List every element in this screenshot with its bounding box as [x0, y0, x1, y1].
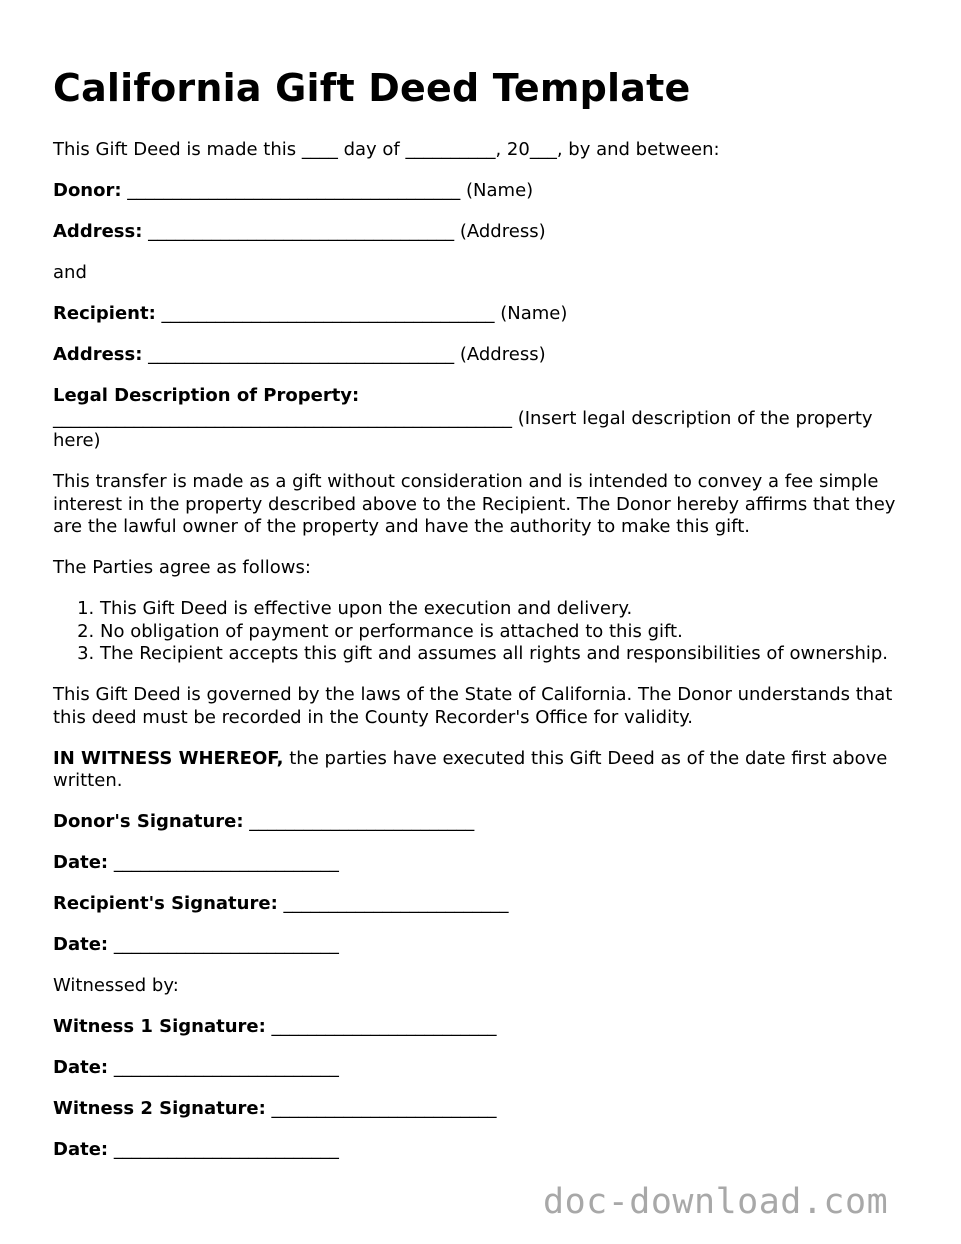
witness2-date-field [53, 1139, 913, 1162]
document-title: California Gift Deed Template [53, 66, 691, 110]
recipient-address-label: Address: [53, 344, 143, 365]
witness2-signature-label: Witness 2 Signature: [53, 1098, 266, 1119]
recipient-date-label: Date: [53, 934, 109, 955]
donor-field [53, 180, 913, 203]
donor-signature-field [53, 811, 913, 834]
list-item: 3. The Recipient accepts this gift and assumes all rights and responsibilities of ownership. [100, 643, 913, 666]
donor-signature-line: _________________________ [243, 811, 475, 832]
donor-address-field [53, 221, 913, 244]
watermark: doc-download.com [543, 1182, 889, 1222]
witness1-signature-line: _________________________ [265, 1016, 497, 1037]
witness1-date-field [53, 1057, 913, 1080]
recipient-signature-line: _________________________ [277, 893, 509, 914]
witness1-signature-label: Witness 1 Signature: [53, 1016, 266, 1037]
recipient-date-line: _________________________ [108, 934, 339, 955]
witness1-date-label: Date: [53, 1057, 109, 1078]
donor-label: Donor: [53, 180, 122, 201]
document-page [53, 62, 913, 1180]
donor-address-blank: __________________________________ (Address) [142, 221, 546, 242]
donor-date-line: _________________________ [108, 852, 339, 873]
parties-agree: The Parties agree as follows: [53, 557, 311, 578]
witness1-signature-field [53, 1016, 913, 1039]
witness2-date-line: _________________________ [108, 1139, 339, 1160]
witness2-signature-field [53, 1098, 913, 1121]
witness-whereof-label: IN WITNESS WHEREOF, [53, 747, 284, 769]
donor-blank: _____________________________________ (Name) [121, 180, 534, 201]
list-item: 2. No obligation of payment or performance is attached to this gift. [100, 621, 913, 644]
list-item: 1. This Gift Deed is effective upon the execution and delivery. [100, 598, 913, 621]
donor-address-label: Address: [53, 221, 143, 242]
witness2-date-label: Date: [53, 1139, 109, 1160]
witness-whereof-text: the parties have executed this Gift Deed as of the date first above written. [53, 747, 888, 791]
witness1-date-line: _________________________ [108, 1057, 339, 1078]
legal-description-field [53, 385, 913, 453]
governing-law-paragraph: This Gift Deed is governed by the laws of the State of California. The Donor understands that this deed must be recorded in the County Recorder's Office for validity. [53, 684, 893, 728]
intro-line: This Gift Deed is made this ____ day of __________, 20___, by and between: [53, 139, 720, 160]
witness-whereof-paragraph [53, 748, 913, 793]
donor-date-label: Date: [53, 852, 109, 873]
transfer-paragraph: This transfer is made as a gift without consideration and is intended to convey a fee simple interest in the property described above to the Recipient. The Donor hereby affirms that they are the lawful owner of the property and have the authority to make this gift. [53, 471, 896, 537]
witnessed-by: Witnessed by: [53, 975, 179, 996]
recipient-address-field [53, 344, 913, 367]
recipient-address-blank: __________________________________ (Address) [142, 344, 546, 365]
recipient-date-field [53, 934, 913, 957]
recipient-signature-field [53, 893, 913, 916]
recipient-blank: _____________________________________ (Name) [155, 303, 568, 324]
and-text: and [53, 262, 87, 283]
recipient-signature-label: Recipient's Signature: [53, 893, 278, 914]
recipient-label: Recipient: [53, 303, 156, 324]
legal-description-blank: ___________________________________________________ (Insert legal description of the property here) [53, 407, 873, 451]
terms-list [53, 598, 913, 666]
legal-description-label: Legal Description of Property: [53, 385, 360, 406]
recipient-field [53, 303, 913, 326]
donor-date-field [53, 852, 913, 875]
witness2-signature-line: _________________________ [265, 1098, 497, 1119]
donor-signature-label: Donor's Signature: [53, 811, 244, 832]
